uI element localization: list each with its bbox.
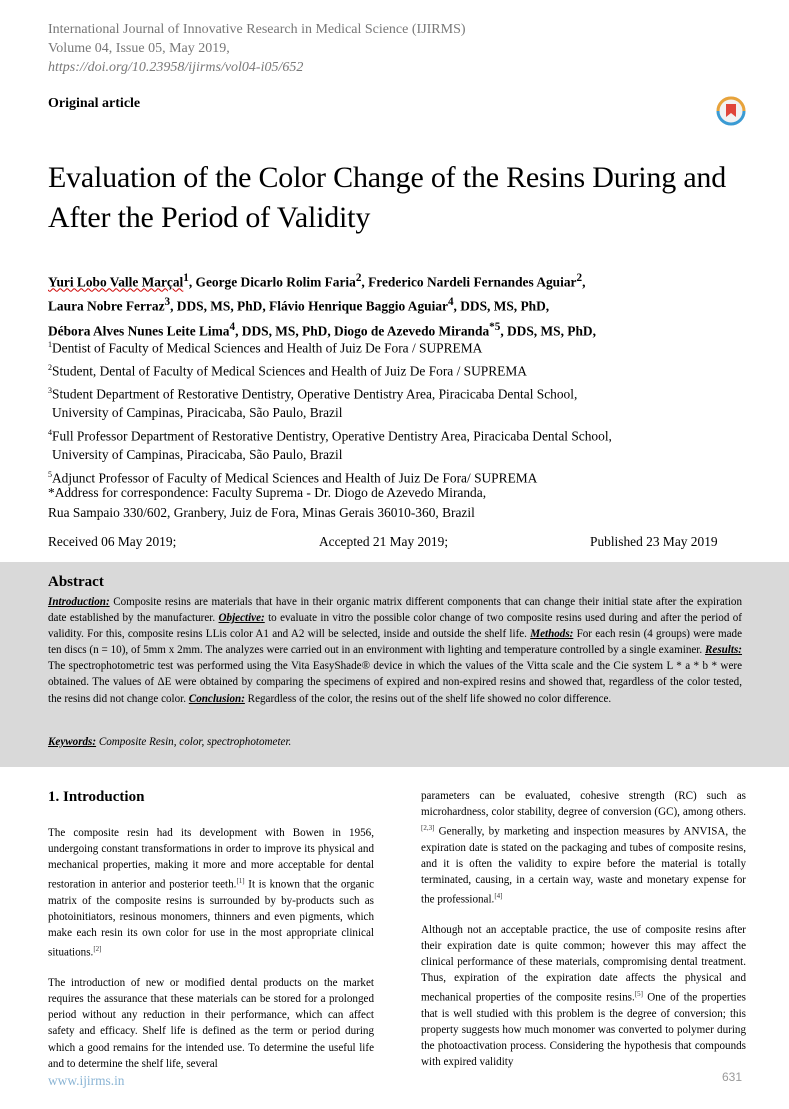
affiliation-4-cont: University of Campinas, Piracicaba, São Paulo, Brazil — [52, 447, 343, 463]
affiliation-4: $^4$Full Professor Department of Restorative Dentistry, Operative Dentistry Area, Piracicaba Dental School, — [48, 427, 612, 444]
affiliation-5: $^5$Adjunct Professor of Faculty of Medical Sciences and Health of Juiz De Fora/ SUPREMA — [48, 469, 538, 486]
received-date: Received 06 May 2019; — [48, 534, 177, 549]
article-title: Evaluation of the Color Change of the Resins During and After the Period of Validity — [48, 161, 727, 234]
affiliation-3-cont: University of Campinas, Piracicaba, São Paulo, Brazil — [52, 405, 343, 421]
published-date: Published 23 May 2019 — [590, 534, 718, 549]
journal-header — [48, 20, 466, 77]
body-column-right — [421, 788, 746, 1085]
affiliation-3: $^3$Student Department of Restorative Dentistry, Operative Dentistry Area, Piracicaba Dental School, — [48, 385, 578, 401]
correspondence-line-1: *Address for correspondence: Faculty Suprema - Dr. Diogo de Azevedo Miranda, — [48, 485, 487, 500]
article-type: Original article — [48, 96, 141, 111]
accepted-date: Accepted 21 May 2019; — [319, 534, 449, 549]
affiliation-2: $^2$Student, Dental of Faculty of Medical Sciences and Health of Juiz De Fora / SUPREMA — [48, 362, 527, 379]
author-list — [48, 268, 768, 341]
page-number: 631 — [722, 1070, 743, 1084]
abstract-heading: Abstract — [48, 574, 104, 590]
author-line-3: Débora Alves Nunes Leite Lima$^4$, DDS, MS, PhD, Diogo de Azevedo Miranda$^{*5}$, DDS, MS, PhD, — [48, 320, 596, 339]
doi-link[interactable]: https://doi.org/10.23958/ijirms/vol04-i05/652 — [48, 60, 304, 75]
section-heading: 1. Introduction — [48, 789, 145, 805]
paragraph-4: Although not an acceptable practice, the use of composite resins after their expiration date is quite common; however this may affect the clinical performance of these materials, compromising dental treatment. Thus, expiration of the expiration date affects the physical and mechanical properties of the composite resins.[5] One of the properties that is well studied with this problem is the degree of conversion; this property suggests how much monomer was converted to polymer during the photoactivation process. Considering the hypothesis that compounds with expired validity — [421, 924, 746, 1069]
crossmark-icon[interactable] — [716, 96, 746, 126]
paragraph-2: The introduction of new or modified dental products on the market requires the assurance that these materials can be stored for a prolonged period without any reduction in their performance, which can affect safety and efficacy. Shelf life is defined as the term or period during which a good remains for the intended use. To determine the useful life and to determine the shelf life, several — [48, 977, 374, 1070]
body-column-left — [48, 788, 374, 1086]
keywords: Keywords: Composite Resin, color, spectrophotometer. — [48, 736, 292, 748]
author-line-2: Laura Nobre Ferraz$^3$, DDS, MS, PhD, Flávio Henrique Baggio Aguiar$^4$, DDS, MS, PhD, — [48, 296, 550, 314]
paragraph-3: parameters can be evaluated, cohesive strength (RC) such as microhardness, color stability, degree of conversion (GC), among others.[2,3] Generally, by marketing and inspection measures by ANVISA, the expiration date is stated on the packaging and tubes of composite resins, and it is often the validity to expire before the material is totally terminated, causing, in a certain way, waste and monetary expense for the professional.[4] — [421, 790, 746, 906]
footer-url[interactable]: www.ijirms.in — [48, 1073, 125, 1088]
journal-name: International Journal of Innovative Research in Medical Science (IJIRMS) — [48, 22, 466, 37]
journal-volume: Volume 04, Issue 05, May 2019, — [48, 41, 230, 56]
correspondence — [48, 483, 768, 523]
abstract-text: Introduction: Composite resins are materials that have in their organic matrix different components that can change their initial state after the expiration date established by the manufacturer. Objective: to evaluate in vitro the possible color change of two composite resins used during and after the period of validity. For this, composite resins LLis color A1 and A2 will be selected, inside and outside the shelf life. Methods: For each resin (4 groups) were made ten discs (n = 10), of 5mm x 2mm. The analyzes were carried out in an environment with lighting and temperature controlled by a single examiner. Results: The spectrophotometric test was performed using the Vita EasyShade® device in which the values of the Vitta scale and the Cie system L * a * b * were obtained. The values of ΔE were obtained by comparing the specimens of expired and non-expired resins and showed that, regardless of the color tested, the resins did not change color. Conclusion: Regardless of the color, the resins out of the shelf life showed no color difference. — [48, 596, 742, 705]
abstract-panel — [0, 562, 789, 767]
author-line-1: Yuri Lobo Valle Marçal$^1$, George Dicarlo Rolim Faria$^2$, Frederico Nardeli Fernandes Aguiar$^2$, — [48, 272, 586, 290]
affiliation-1: $^1$Dentist of Faculty of Medical Sciences and Health of Juiz De Fora / SUPREMA — [48, 340, 483, 356]
paragraph-1: The composite resin had its development with Bowen in 1956, undergoing constant transformations in order to improve its physical and mechanical properties, making it more and more acceptable for dental restoration in anterior and posterior teeth.[1] It is known that the organic matrix of the composite resins is surrounded by by-products such as photoinitiators, resinous monomers, thinners and even pigments, which make each resin its own color for use in the most appropriate clinical situations.[2] — [48, 827, 374, 960]
affiliations — [48, 335, 768, 487]
correspondence-line-2: Rua Sampaio 330/602, Granbery, Juiz de Fora, Minas Gerais 36010-360, Brazil — [48, 505, 475, 520]
